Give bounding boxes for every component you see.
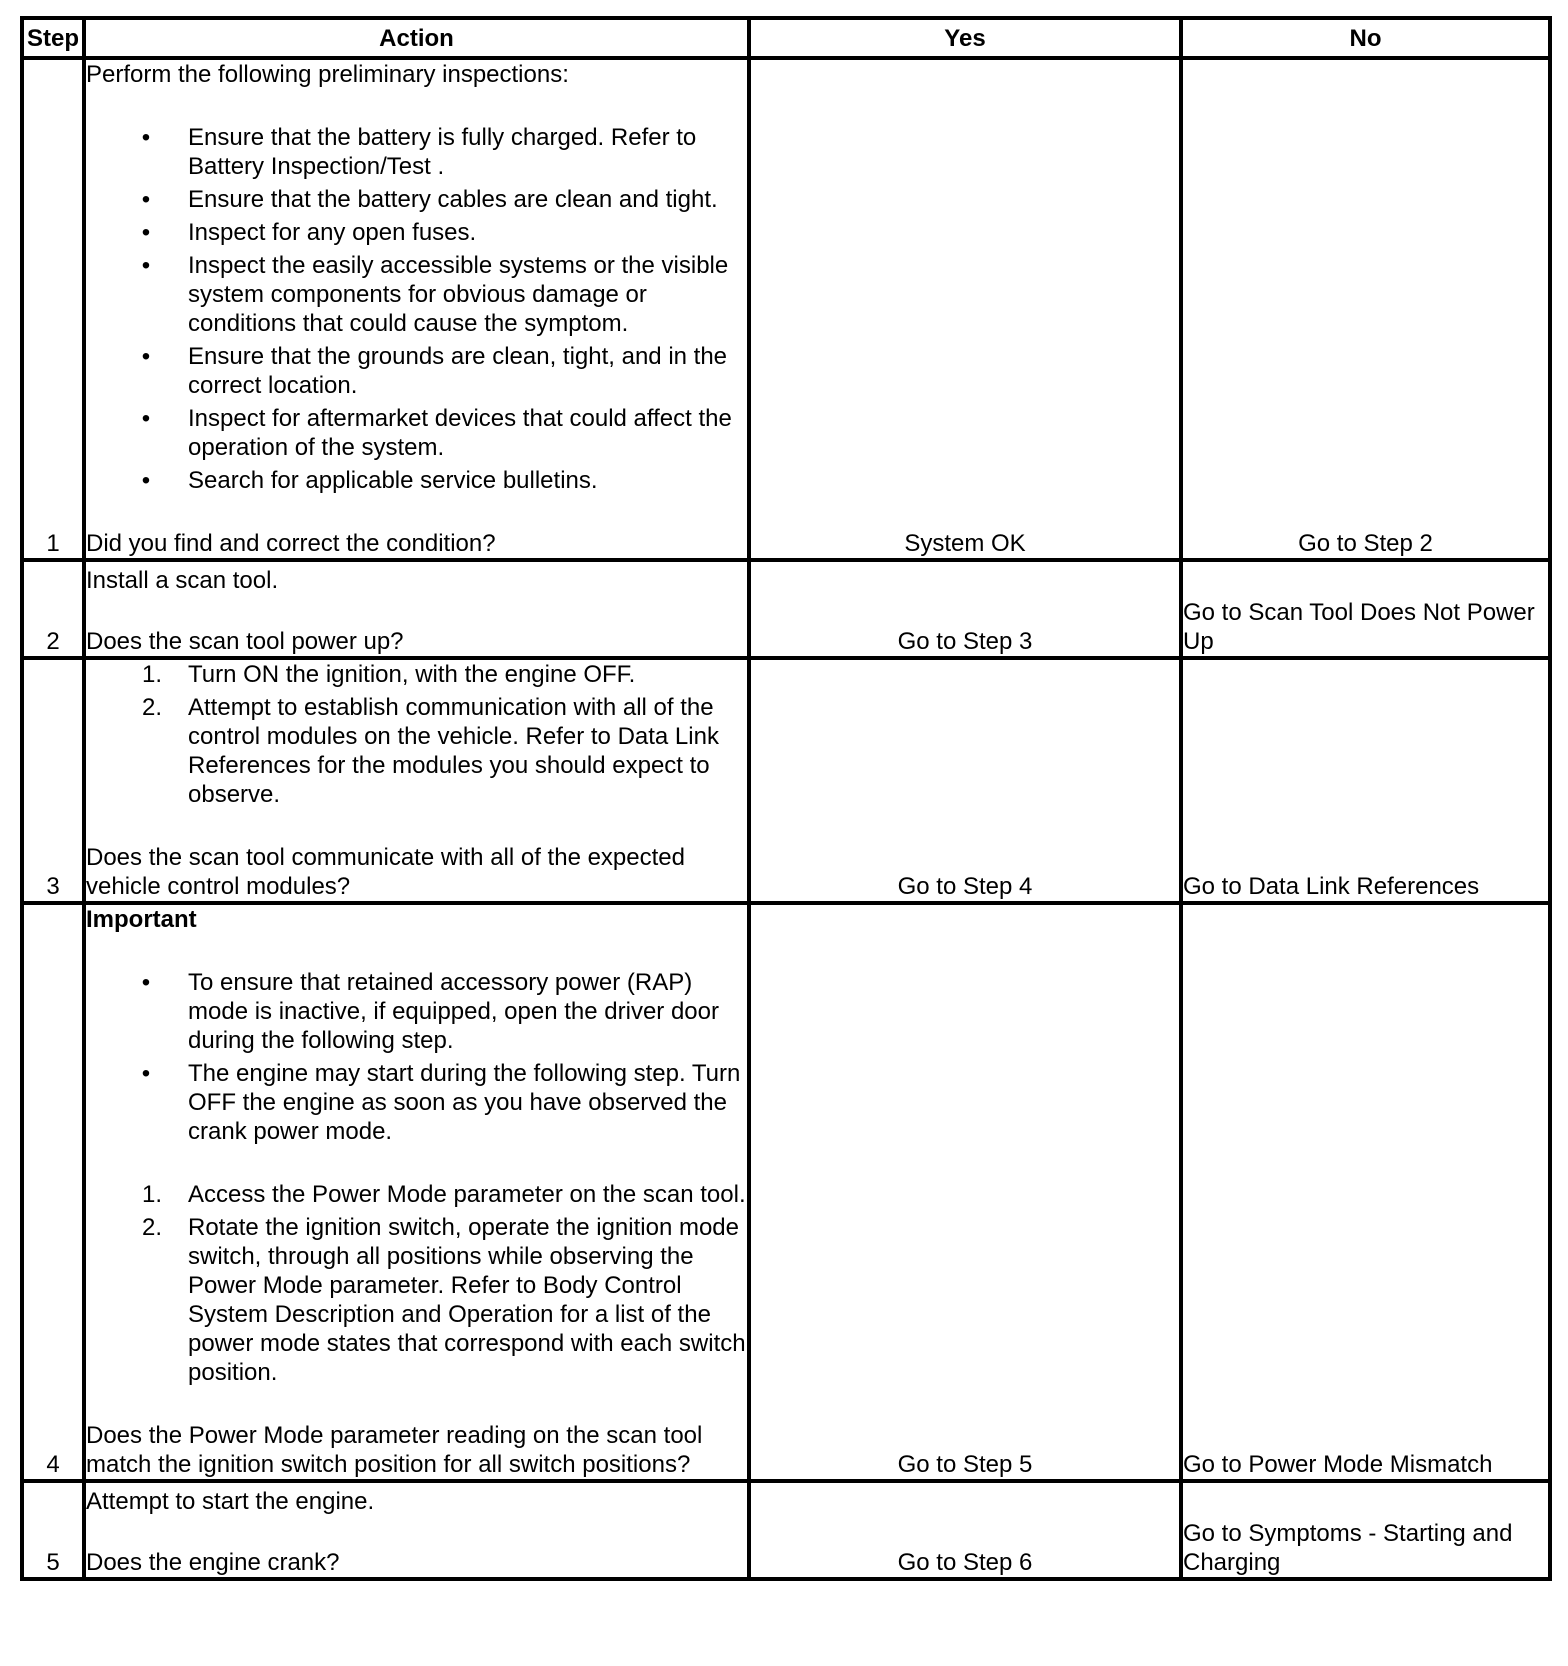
list-item: • Ensure that the battery is fully charged. Refer to Battery Inspection/Test . <box>86 123 747 181</box>
step-marker: 2. <box>141 694 162 721</box>
important-list <box>86 968 747 1146</box>
list-item: • To ensure that retained accessory power (RAP) mode is inactive, if equipped, open the driver door during the following step. <box>86 968 747 1055</box>
header-row <box>22 18 1550 58</box>
no-result: Go to Power Mode Mismatch <box>1181 903 1550 1481</box>
list-item: • Inspect for any open fuses. <box>86 218 747 247</box>
action-intro: Perform the following preliminary inspections: <box>86 61 569 88</box>
action-question: Does the Power Mode parameter reading on the scan tool match the ignition switch position for all switch positions? <box>86 1422 703 1478</box>
action-cell <box>84 1481 749 1579</box>
bullet-icon: • <box>141 186 151 213</box>
important-heading: Important <box>86 906 197 933</box>
step-number: 2 <box>22 560 84 658</box>
table-row-step-5 <box>22 1481 1550 1579</box>
list-item: 1. Turn ON the ignition, with the engine OFF. <box>86 660 747 689</box>
action-intro: Attempt to start the engine. <box>86 1488 375 1515</box>
inspection-list <box>86 123 747 495</box>
yes-result: Go to Step 4 <box>749 658 1181 903</box>
step-marker: 1. <box>141 661 162 688</box>
list-item: • Ensure that the battery cables are clean and tight. <box>86 185 747 214</box>
action-cell <box>84 58 749 560</box>
step-number: 4 <box>22 903 84 1481</box>
action-cell <box>84 658 749 903</box>
table-row-step-3 <box>22 658 1550 903</box>
procedure-list <box>86 1180 747 1387</box>
no-result: Go to Symptoms - Starting and Charging <box>1181 1481 1550 1579</box>
list-item: 2. Attempt to establish communication with all of the control modules on the vehicle. Refer to Data Link References for the modules you should expect to observe. <box>86 693 747 809</box>
list-item: • Search for applicable service bulletins. <box>86 466 747 495</box>
header-no: No <box>1181 18 1550 58</box>
no-result: Go to Step 2 <box>1181 58 1550 560</box>
step-marker: 2. <box>141 1214 162 1241</box>
action-cell <box>84 903 749 1481</box>
yes-result: Go to Step 3 <box>749 560 1181 658</box>
table-row-step-1 <box>22 58 1550 560</box>
step-number: 3 <box>22 658 84 903</box>
action-question: Does the engine crank? <box>86 1549 340 1576</box>
bullet-icon: • <box>141 405 151 432</box>
bullet-icon: • <box>141 219 151 246</box>
bullet-icon: • <box>141 969 151 996</box>
list-item: • Inspect for aftermarket devices that could affect the operation of the system. <box>86 404 747 462</box>
action-question: Does the scan tool power up? <box>86 628 404 655</box>
list-item: • Inspect the easily accessible systems or the visible system components for obvious damage or conditions that could cause the symptom. <box>86 251 747 338</box>
no-result: Go to Scan Tool Does Not Power Up <box>1181 560 1550 658</box>
bullet-icon: • <box>141 252 151 279</box>
list-item: • Ensure that the grounds are clean, tight, and in the correct location. <box>86 342 747 400</box>
list-item: 1. Access the Power Mode parameter on the scan tool. <box>86 1180 747 1209</box>
table-row-step-4 <box>22 903 1550 1481</box>
yes-result: Go to Step 6 <box>749 1481 1181 1579</box>
header-action: Action <box>84 18 749 58</box>
action-question: Did you find and correct the condition? <box>86 530 496 557</box>
bullet-icon: • <box>141 1060 151 1087</box>
action-intro: Install a scan tool. <box>86 567 279 594</box>
bullet-icon: • <box>141 343 151 370</box>
step-number: 1 <box>22 58 84 560</box>
table-row-step-2 <box>22 560 1550 658</box>
no-result: Go to Data Link References <box>1181 658 1550 903</box>
step-marker: 1. <box>141 1181 162 1208</box>
bullet-icon: • <box>141 467 151 494</box>
yes-result: Go to Step 5 <box>749 903 1181 1481</box>
list-item: 2. Rotate the ignition switch, operate the ignition mode switch, through all positions while observing the Power Mode parameter. Refer to Body Control System Description and Operation for a list of the power mode states that correspond with each switch position. <box>86 1213 747 1387</box>
procedure-list <box>86 660 747 813</box>
action-cell <box>84 560 749 658</box>
action-question: Does the scan tool communicate with all of the expected vehicle control modules? <box>86 844 685 900</box>
yes-result: System OK <box>749 58 1181 560</box>
header-step: Step <box>22 18 84 58</box>
header-yes: Yes <box>749 18 1181 58</box>
bullet-icon: • <box>141 124 151 151</box>
diagnostic-table <box>20 16 1552 1581</box>
list-item: • The engine may start during the following step. Turn OFF the engine as soon as you have observed the crank power mode. <box>86 1059 747 1146</box>
step-number: 5 <box>22 1481 84 1579</box>
